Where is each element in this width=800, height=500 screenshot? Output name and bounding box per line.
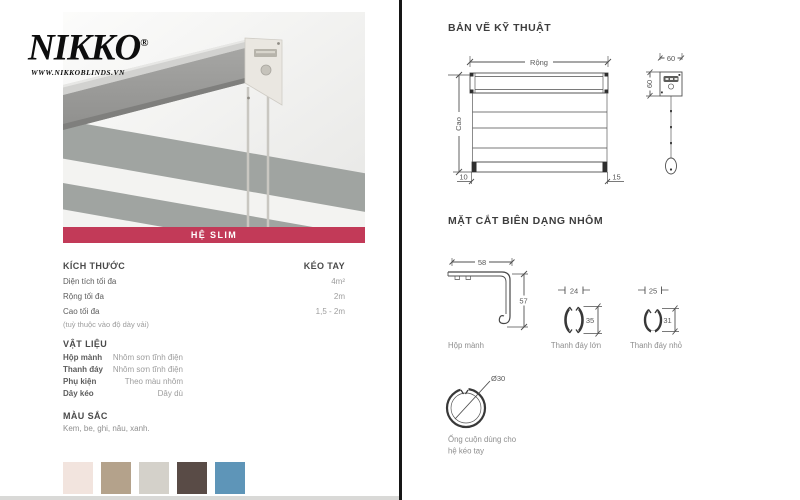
registered-mark: ® [140,37,149,49]
side-width-label: 60 [666,54,676,63]
dimensions-header: KÍCH THƯỚC [63,261,126,271]
technical-drawing-header: BẢN VẼ KỸ THUẬT [448,22,552,34]
colors-header: MÀU SẮC [63,411,108,421]
cord-pull [666,158,677,174]
color-swatch-cream [63,462,93,494]
color-swatch-blue [215,462,245,494]
material-row: Hộp mành Nhôm sơn tĩnh điện [63,353,183,362]
color-swatch-beige [101,462,131,494]
profile-small-width: 25 [648,286,658,296]
blind-side-view [644,53,684,174]
operation-column-header: KÉO TAY [303,261,345,271]
brand-logo-text: NIKKO® [28,27,149,69]
spec-row: Cao tối đa 1,5 - 2m [63,307,345,316]
section-colors [63,411,150,433]
profile-small-caption: Thanh đáy nhỏ [629,341,683,350]
profile-bottom-bar-large [551,287,602,351]
material-row: Dây kéo Dây dù [63,389,183,398]
dimensions-note: (tuỳ thuộc vào độ dày vải) [63,320,149,329]
roller-tube-diameter: Ø30 [491,374,506,383]
roller-tube-profile [447,374,517,456]
front-height-label: Cao [454,117,463,131]
side-height-label: 60 [645,79,654,89]
brand-website: WWW.NIKKOBLINDS.VN [31,68,125,78]
technical-drawing [440,48,750,188]
spec-row: Diện tích tối đa 4m² [63,277,345,286]
brand-logo [28,24,208,77]
profile-large-height: 35 [585,316,595,325]
material-row: Phụ kiện Theo màu nhôm [63,377,183,386]
profile-headbox-width: 58 [477,258,487,267]
profile-large-width: 24 [569,286,579,296]
profile-headbox-height: 57 [519,296,528,306]
series-banner: HỆ SLIM [63,227,365,243]
colors-list: Kem, be, ghi, nâu, xanh. [63,424,150,433]
profile-headbox [448,257,530,350]
blind-front-view [448,56,624,184]
front-offset-right: 15 [612,172,621,182]
spec-row: Rộng tối đa 2m [63,292,345,301]
roller-tube-caption-line1: Ống cuộn dùng cho [448,435,517,444]
vertical-divider [399,0,402,500]
bottom-rule [0,496,399,500]
front-width-label: Rộng [530,58,548,67]
front-offset-left: 10 [459,172,468,182]
profile-headbox-caption: Hộp mành [448,341,484,350]
color-swatches [63,462,245,494]
profile-small-height: 31 [663,316,672,325]
material-row: Thanh đáy Nhôm sơn tĩnh điện [63,365,183,374]
color-swatch-brown [177,462,207,494]
section-dimensions [63,261,345,329]
color-swatch-gray [139,462,169,494]
aluminium-profiles-drawing [440,250,750,465]
end-cap-hole [261,65,271,75]
profile-bottom-bar-small [630,287,683,351]
profile-large-caption: Thanh đáy lớn [550,341,602,350]
profile-section-header: MẶT CẮT BIÊN DẠNG NHÔM [448,215,604,227]
section-material [63,339,183,400]
roller-tube-caption-line2: hệ kéo tay [448,446,484,456]
material-header: VẬT LIỆU [63,339,108,349]
